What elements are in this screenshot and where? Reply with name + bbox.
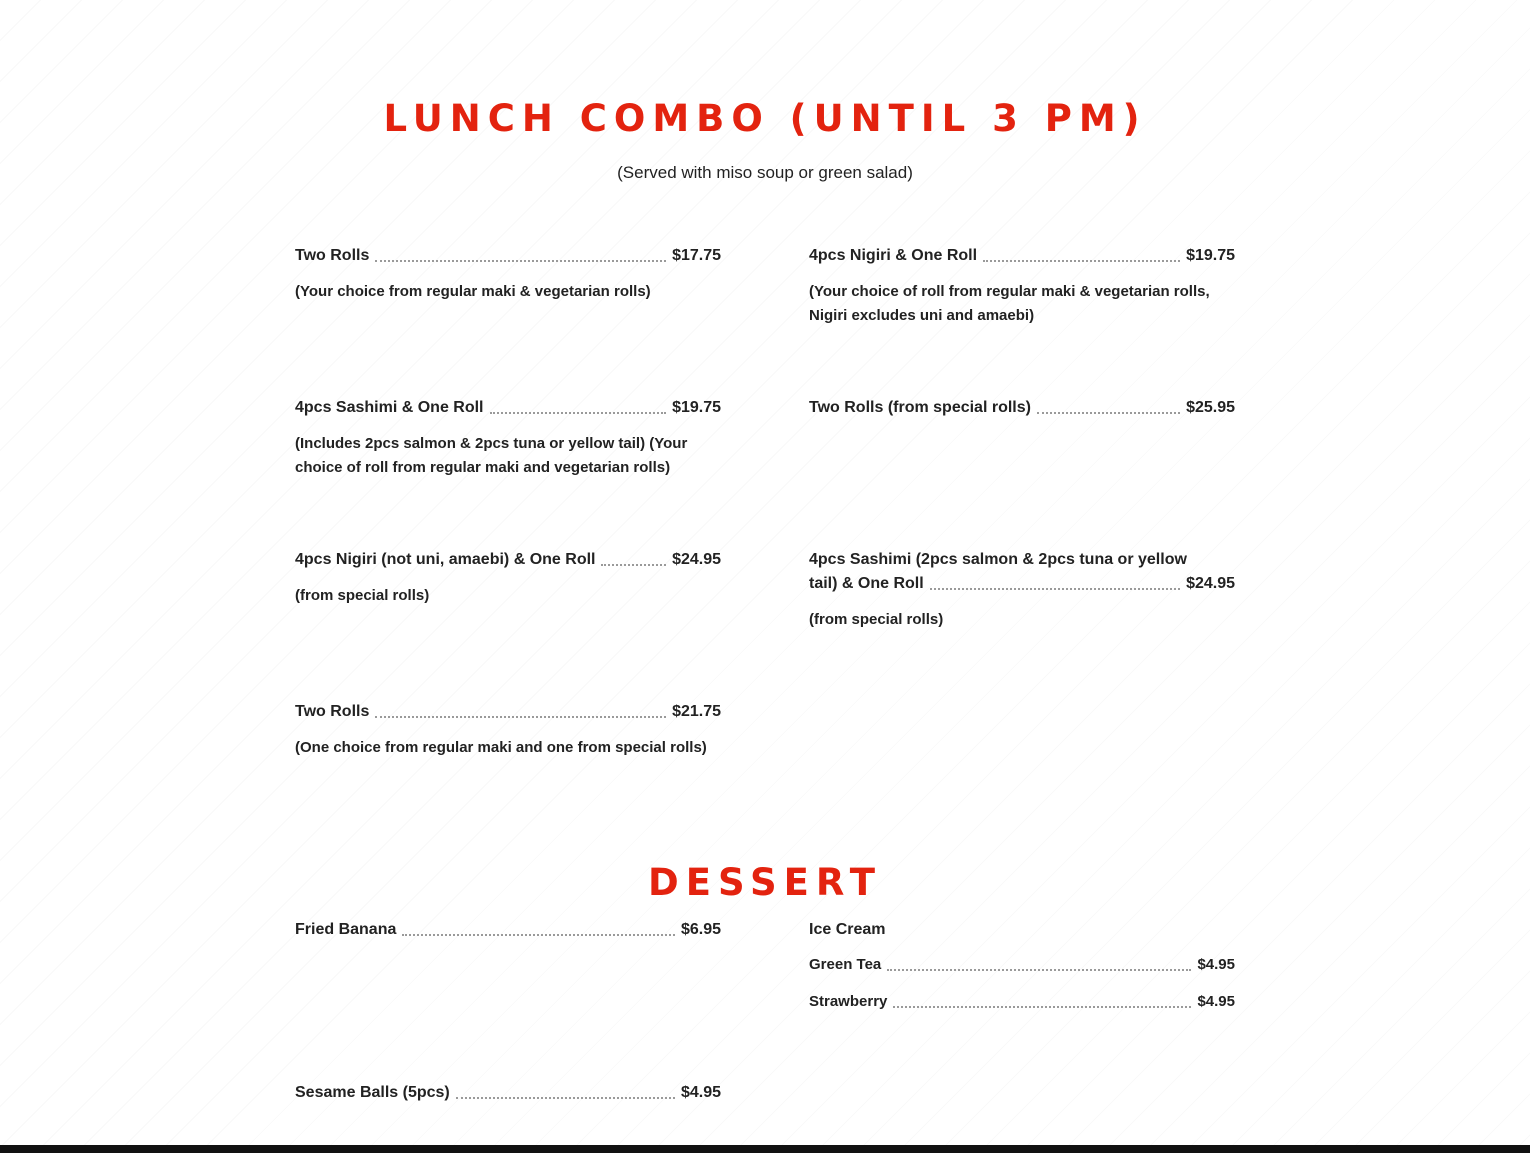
item-description: (Your choice of roll from regular maki & vegetarian rolls, Nigiri excludes uni and amaebi) — [809, 283, 1210, 324]
dot-leader — [456, 1097, 675, 1099]
item-name-line1: 4pcs Sashimi (2pcs salmon & 2pcs tuna or yellow — [809, 551, 1187, 568]
item-name: Green Tea — [809, 956, 882, 973]
dessert-title: DESSERT — [648, 861, 882, 904]
lunch-combo-subtitle: (Served with miso soup or green salad) — [617, 163, 913, 182]
menu-item — [809, 244, 1235, 328]
dot-leader — [893, 1006, 1191, 1008]
dot-leader — [887, 969, 1191, 971]
menu-item — [295, 700, 721, 760]
dot-leader — [375, 716, 666, 718]
item-name: tail) & One Roll — [809, 575, 924, 592]
item-price: $6.95 — [680, 921, 721, 938]
item-name: 4pcs Nigiri (not uni, amaebi) & One Roll — [295, 551, 596, 568]
item-name: Two Rolls — [295, 703, 370, 720]
item-price: $4.95 — [1197, 956, 1235, 973]
item-price: $24.95 — [1186, 575, 1235, 592]
item-description: (One choice from regular maki and one from special rolls) — [295, 739, 707, 756]
item-name: 4pcs Nigiri & One Roll — [809, 247, 978, 264]
dot-leader — [375, 260, 666, 262]
item-description: (Your choice from regular maki & vegetarian rolls) — [295, 283, 651, 300]
menu-item — [295, 396, 721, 480]
dot-leader — [930, 588, 1180, 590]
item-price: $4.95 — [680, 1084, 721, 1101]
ice-cream-label: Ice Cream — [809, 921, 886, 938]
menu-item — [809, 548, 1235, 632]
item-name: Two Rolls (from special rolls) — [809, 399, 1031, 416]
dot-leader — [983, 260, 1180, 262]
dot-leader — [1037, 412, 1180, 414]
item-price: $19.75 — [672, 399, 721, 416]
dot-leader — [490, 412, 667, 414]
item-description: (Includes 2pcs salmon & 2pcs tuna or yellow tail) (Your choice of roll from regular maki and vegetarian rolls) — [295, 435, 688, 476]
menu-item — [295, 244, 721, 304]
item-name: Two Rolls — [295, 247, 370, 264]
item-description: (from special rolls) — [295, 587, 430, 604]
item-price: $4.95 — [1197, 993, 1235, 1010]
item-name: Strawberry — [809, 993, 888, 1010]
footer-bar — [0, 1145, 1530, 1153]
item-name: 4pcs Sashimi & One Roll — [295, 399, 484, 416]
menu-item — [295, 1081, 721, 1105]
ice-cream-flavor — [809, 990, 1235, 1014]
item-price: $17.75 — [672, 247, 721, 264]
menu-item — [295, 548, 721, 608]
item-price: $21.75 — [672, 703, 721, 720]
menu-item — [295, 918, 721, 942]
dot-leader — [402, 934, 675, 936]
item-price: $25.95 — [1186, 399, 1235, 416]
item-name: Sesame Balls (5pcs) — [295, 1084, 450, 1101]
ice-cream-flavor — [809, 953, 1235, 977]
item-description: (from special rolls) — [809, 611, 944, 628]
lunch-combo-title: LUNCH COMBO (UNTIL 3 PM) — [383, 97, 1147, 140]
item-name: Fried Banana — [295, 921, 397, 938]
menu-item — [809, 396, 1235, 420]
item-price: $19.75 — [1186, 247, 1235, 264]
dot-leader — [601, 564, 666, 566]
item-price: $24.95 — [672, 551, 721, 568]
ice-cream-group — [809, 918, 1235, 1014]
